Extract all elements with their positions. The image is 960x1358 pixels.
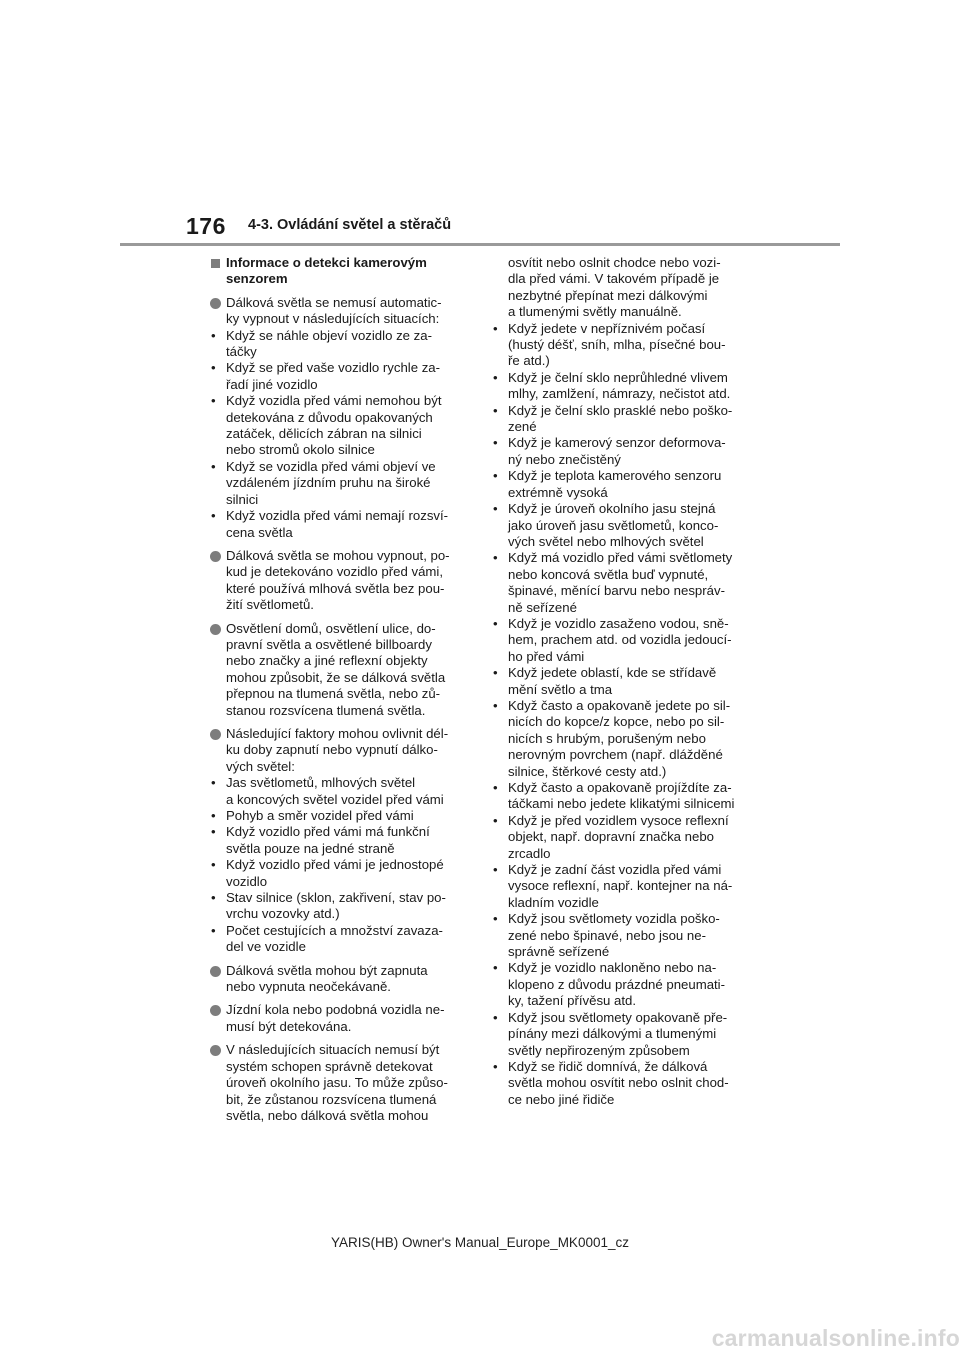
bullet-dot-icon: • xyxy=(211,393,216,409)
list-item-text: Když jedete oblastí, kde se střídavě mění světlo a tma xyxy=(508,665,717,697)
circle-bullet-icon xyxy=(210,298,221,309)
list-item xyxy=(492,550,760,616)
list-item-text: Když vozidlo před vámi má funkční světla pouze na jedné straně xyxy=(226,824,430,856)
list-item xyxy=(492,321,760,370)
list-item xyxy=(210,360,472,393)
list-item-text: Když má vozidlo před vámi světlomety nebo koncová světla buď vypnuté, špinavé, měnící barvu nebo nespráv- ně seřízené xyxy=(508,550,733,615)
square-bullet-icon xyxy=(211,259,220,268)
paragraph-text: Jízdní kola nebo podobná vozidla ne- musí být detekována. xyxy=(226,1002,445,1034)
bullet-dot-icon: • xyxy=(493,697,498,713)
bullet-dot-icon: • xyxy=(493,550,498,566)
list-item-text: Když vozidlo před vámi je jednostopé vozidlo xyxy=(226,857,444,889)
list-item-text: Počet cestujících a množství zavaza- del ve vozidle xyxy=(226,922,443,955)
list-item xyxy=(492,1059,760,1108)
paragraph xyxy=(210,963,472,996)
paragraph xyxy=(210,1042,472,1124)
circle-bullet-icon xyxy=(210,1045,221,1056)
list-item xyxy=(210,775,472,808)
list-item-text: Když jsou světlomety vozidla poško- zené nebo špinavé, nebo jsou ne- správně seřízené xyxy=(508,911,720,960)
list-item xyxy=(492,468,760,501)
list-item xyxy=(492,665,760,698)
list-item-text: Když je vozidlo zasaženo vodou, sně- hem, prachem atd. od vozidla jedoucí- ho před vámi xyxy=(508,615,732,664)
footer-text: YARIS(HB) Owner's Manual_Europe_MK0001_cz xyxy=(331,1235,629,1250)
paragraph-text: V následujících situacích nemusí být systém schopen správně detekovat úroveň okolního jasu. To může způso- bit, že zůstanou rozsvícena tlumená světla, nebo dálková světla mohou xyxy=(226,1042,448,1123)
paragraph xyxy=(210,295,472,541)
bullet-dot-icon: • xyxy=(211,327,216,343)
paragraph xyxy=(210,548,472,614)
bullet-dot-icon: • xyxy=(211,922,216,938)
list-item-text: Když je úroveň okolního jasu stejná jako úroveň jasu světlometů, konco- vých světel nebo mlhových světel xyxy=(508,501,719,549)
list-item xyxy=(492,616,760,665)
bullet-list xyxy=(210,775,472,955)
watermark: carmanualsonline.info xyxy=(711,1325,960,1351)
continuation-text: osvítit nebo oslnit chodce nebo vozi- dla před vámi. V takovém případě je nezbytné přepínat mezi dálkovými a tlumenými světly manuálně. xyxy=(508,255,721,320)
bullet-dot-icon: • xyxy=(493,812,498,828)
bullet-list xyxy=(210,328,472,541)
list-item-text: Stav silnice (sklon, zakřivení, stav po- vrchu vozovky atd.) xyxy=(226,890,446,922)
bullet-dot-icon: • xyxy=(493,960,498,976)
list-item xyxy=(492,780,760,813)
list-item xyxy=(210,393,472,459)
circle-bullet-icon xyxy=(210,1005,221,1016)
paragraph xyxy=(210,726,472,956)
list-item xyxy=(492,435,760,468)
circle-bullet-icon xyxy=(210,624,221,635)
circle-bullet-icon xyxy=(210,729,221,740)
right-bullet-list xyxy=(492,321,760,1109)
subsection-heading-text: Informace o detekci kamerovým senzorem xyxy=(226,255,427,287)
bullet-dot-icon: • xyxy=(211,508,216,524)
paragraph-text: Následující faktory mohou ovlivnit dél- ku doby zapnutí nebo vypnutí dálko- vých světel: xyxy=(226,725,449,774)
bullet-dot-icon: • xyxy=(493,862,498,878)
bullet-dot-icon: • xyxy=(211,808,216,823)
list-item-text: Když vozidla před vámi nemají rozsví- cena světla xyxy=(226,508,449,540)
list-item-text: Když je kamerový senzor deformova- ný nebo znečistěný xyxy=(508,435,726,467)
paragraph-text: Dálková světla se nemusí automatic- ky vypnout v následujících situacích: xyxy=(226,294,442,327)
list-item-text: Když je před vozidlem vysoce reflexní objekt, např. dopravní značka nebo zrcadlo xyxy=(508,812,729,861)
bullet-dot-icon: • xyxy=(493,320,498,336)
right-column xyxy=(492,255,760,1108)
bullet-dot-icon: • xyxy=(493,615,498,631)
list-item-text: Když jsou světlomety opakovaně pře- pínány mezi dálkovými a tlumenými světly nepřirozeným způsobem xyxy=(508,1009,728,1058)
paragraph xyxy=(210,1002,472,1035)
header-divider xyxy=(120,243,840,246)
bullet-dot-icon: • xyxy=(493,435,498,451)
list-item-text: Když vozidla před vámi nemohou být detekována z důvodu opakovaných zatáček, dělicích zábran na silnici nebo stromů okolo silnice xyxy=(226,393,442,458)
list-item xyxy=(492,960,760,1009)
list-item xyxy=(210,328,472,361)
list-item-text: Když se řidič domnívá, že dálková světla mohou osvítit nebo oslnit chod- ce nebo jiné řidiče xyxy=(508,1058,729,1107)
bullet-dot-icon: • xyxy=(493,780,498,795)
bullet-dot-icon: • xyxy=(211,890,216,906)
list-item-text: Když je teplota kamerového senzoru extrémně vysoká xyxy=(508,468,722,500)
list-item xyxy=(210,459,472,508)
list-item-text: Když často a opakovaně jedete po sil- nicích do kopce/z kopce, nebo po sil- nicích s hrubým, porušeným nebo nerovným povrchem (např. dlážděné silnice, štěrkové cesty atd.) xyxy=(508,697,731,779)
subsection-heading xyxy=(210,255,472,288)
bullet-dot-icon: • xyxy=(493,911,498,927)
list-item-text: Jas světlometů, mlhových světel a koncových světel vozidel před vámi xyxy=(226,775,444,807)
bullet-dot-icon: • xyxy=(493,501,498,517)
bullet-dot-icon: • xyxy=(493,1058,498,1074)
list-item-text: Když je vozidlo nakloněno nebo na- klopeno z důvodu prázdné pneumati- ky, tažení přívěsu atd. xyxy=(508,960,726,1009)
bullet-dot-icon: • xyxy=(211,775,216,791)
bullet-dot-icon: • xyxy=(211,360,216,376)
circle-bullet-icon xyxy=(210,551,221,562)
list-item-text: Když se před vaše vozidlo rychle za- řadí jiné vozidlo xyxy=(226,360,441,392)
circle-bullet-icon xyxy=(210,966,221,977)
bullet-dot-icon: • xyxy=(211,458,216,474)
list-item-text: Pohyb a směr vozidel před vámi xyxy=(226,808,414,823)
bullet-dot-icon: • xyxy=(211,824,216,840)
list-item xyxy=(210,808,472,824)
paragraph-text: Osvětlení domů, osvětlení ulice, do- pravní světla a osvětlené billboardy nebo značky a jiné reflexní objekty mohou způsobit, že se dálková světla přepnou na tlumená světla, nebo zů- stanou rozsvícena tlumená světla. xyxy=(226,620,446,718)
list-item xyxy=(210,508,472,541)
list-item xyxy=(492,403,760,436)
list-item xyxy=(210,890,472,923)
left-column xyxy=(210,255,472,1131)
bullet-dot-icon: • xyxy=(493,665,498,681)
list-item-text: Když je zadní část vozidla před vámi vysoce reflexní, např. kontejner na ná- kladním vozidle xyxy=(508,862,733,910)
list-item xyxy=(492,862,760,911)
list-item xyxy=(492,501,760,550)
list-item-text: Když často a opakovaně projíždíte za- táčkami nebo jedete klikatými silnicemi xyxy=(508,780,735,812)
list-item xyxy=(492,1010,760,1059)
list-item xyxy=(210,824,472,857)
list-item xyxy=(492,698,760,780)
list-item-text: Když se náhle objeví vozidlo ze za- táčky xyxy=(226,327,432,360)
bullet-dot-icon: • xyxy=(211,857,216,873)
bullet-dot-icon: • xyxy=(493,402,498,418)
list-item xyxy=(210,923,472,956)
section-title: 4-3. Ovládání světel a stěračů xyxy=(248,217,452,233)
list-item xyxy=(210,857,472,890)
list-item xyxy=(492,370,760,403)
bullet-dot-icon: • xyxy=(493,369,498,385)
list-item-text: Když jedete v nepříznivém počasí (hustý déšť, sníh, mlha, písečné bou- ře atd.) xyxy=(508,320,726,369)
list-item xyxy=(492,813,760,862)
list-item xyxy=(492,911,760,960)
bullet-dot-icon: • xyxy=(493,1009,498,1025)
page-number: 176 xyxy=(186,213,226,239)
list-item-text: Když je čelní sklo prasklé nebo poško- zené xyxy=(508,402,733,435)
paragraph-text: Dálková světla se mohou vypnout, po- kud je detekováno vozidlo před vámi, které používá mlhová světla bez pou- žití světlometů. xyxy=(226,547,450,613)
bullet-dot-icon: • xyxy=(493,468,498,484)
paragraph-text: Dálková světla mohou být zapnuta nebo vypnuta neočekávaně. xyxy=(226,962,428,995)
list-item-text: Když je čelní sklo neprůhledné vlivem mlhy, zamlžení, námrazy, nečistot atd. xyxy=(508,369,731,402)
left-paragraphs xyxy=(210,295,472,1125)
list-item-text: Když se vozidla před vámi objeví ve vzdáleném jízdním pruhu na široké silnici xyxy=(226,458,436,507)
paragraph xyxy=(210,621,472,719)
